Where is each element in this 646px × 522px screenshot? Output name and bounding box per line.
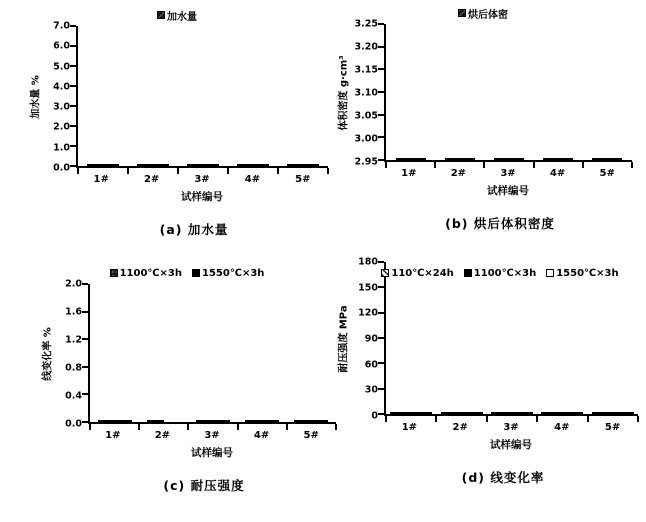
plot-row bbox=[334, 18, 632, 168]
legend bbox=[334, 266, 638, 280]
y-tick-mark bbox=[378, 261, 384, 263]
legend bbox=[38, 266, 336, 280]
bar bbox=[418, 412, 432, 414]
x-tick-mark bbox=[227, 168, 229, 174]
y-tick-mark bbox=[378, 23, 384, 25]
y-tick-mark bbox=[378, 337, 384, 339]
y-tick-label: 1.0 bbox=[53, 141, 70, 153]
x-category-label: 4# bbox=[253, 430, 270, 441]
bar-group bbox=[128, 164, 178, 166]
y-tick-mark bbox=[82, 421, 88, 423]
y-tick-label: 3.10 bbox=[354, 87, 378, 99]
y-tick-mark bbox=[378, 114, 384, 116]
legend-swatch-icon bbox=[110, 269, 118, 277]
bars-layer bbox=[90, 284, 336, 422]
legend-label: 1100℃×3h bbox=[473, 267, 537, 279]
x-category-label: 3# bbox=[500, 168, 516, 179]
x-tick-mark bbox=[533, 162, 535, 168]
x-tick-mark bbox=[483, 162, 485, 168]
x-axis-labels bbox=[76, 174, 328, 185]
x-tick-mark bbox=[587, 416, 589, 422]
legend-item bbox=[381, 268, 453, 279]
x-category-label: 3# bbox=[503, 422, 519, 433]
x-category-label: 2# bbox=[143, 174, 160, 185]
bar bbox=[87, 164, 119, 166]
y-tick-label: 30 bbox=[364, 384, 378, 396]
x-tick-mark bbox=[138, 424, 140, 430]
bar-group bbox=[287, 420, 336, 422]
plot-row bbox=[38, 278, 336, 430]
bar-group bbox=[139, 420, 188, 422]
y-tick-label: 6.0 bbox=[53, 40, 70, 52]
bar bbox=[287, 164, 319, 166]
bar-group bbox=[583, 158, 632, 160]
chart-panel-b bbox=[334, 6, 632, 232]
plot-area bbox=[88, 284, 336, 424]
x-axis-labels bbox=[88, 430, 336, 441]
x-category-label: 3# bbox=[194, 174, 210, 185]
bar-group bbox=[484, 158, 533, 160]
y-tick-label: 60 bbox=[364, 358, 378, 370]
y-axis-label-text: 加水量 % bbox=[30, 75, 42, 119]
x-tick-mark bbox=[582, 162, 584, 168]
y-tick-mark bbox=[70, 125, 76, 127]
bar bbox=[237, 164, 269, 166]
legend-swatch-icon bbox=[464, 269, 472, 277]
bar-group bbox=[386, 158, 435, 160]
x-tick-mark bbox=[89, 424, 91, 430]
bar bbox=[245, 420, 262, 422]
bar-group bbox=[588, 412, 638, 414]
legend-swatch-icon bbox=[458, 9, 466, 17]
x-tick-mark bbox=[385, 162, 387, 168]
y-tick-label: 3.15 bbox=[354, 64, 378, 76]
y-tick-label: 120 bbox=[358, 307, 378, 319]
bar-group bbox=[436, 412, 486, 414]
bar-group bbox=[90, 420, 139, 422]
y-tick-label: 2.0 bbox=[53, 121, 70, 133]
y-tick-mark bbox=[378, 159, 384, 161]
y-tick-mark bbox=[378, 362, 384, 364]
y-tick-mark bbox=[378, 286, 384, 288]
bar bbox=[441, 412, 455, 414]
y-tick-mark bbox=[70, 45, 76, 47]
legend-item bbox=[157, 8, 197, 23]
x-category-label: 1# bbox=[93, 174, 109, 185]
y-tick-mark bbox=[378, 136, 384, 138]
x-tick-mark bbox=[385, 416, 387, 422]
y-tick-label: 0.0 bbox=[65, 418, 82, 430]
y-tick-mark bbox=[70, 85, 76, 87]
x-category-label: 4# bbox=[244, 174, 261, 185]
y-tick-label: 3.20 bbox=[354, 41, 378, 53]
x-tick-mark bbox=[77, 168, 79, 174]
y-tick-mark bbox=[82, 311, 88, 313]
x-category-label: 2# bbox=[154, 430, 171, 441]
x-tick-mark bbox=[277, 168, 279, 174]
bar bbox=[137, 164, 169, 166]
x-axis-title: 试样编号 bbox=[181, 191, 223, 203]
x-category-label: 4# bbox=[549, 168, 566, 179]
y-axis-label-text: 耐压强度 MPa bbox=[338, 305, 350, 373]
x-category-label: 2# bbox=[450, 168, 467, 179]
x-tick-mark bbox=[327, 168, 329, 174]
bar-group bbox=[435, 158, 484, 160]
x-category-label: 5# bbox=[599, 168, 615, 179]
x-category-label: 1# bbox=[105, 430, 121, 441]
y-tick-mark bbox=[378, 91, 384, 93]
y-tick-label: 180 bbox=[358, 256, 378, 268]
bar bbox=[147, 420, 164, 422]
y-tick-label: 90 bbox=[364, 333, 378, 345]
bar bbox=[396, 158, 426, 160]
bar bbox=[213, 420, 230, 422]
bar bbox=[494, 158, 524, 160]
x-category-label: 5# bbox=[303, 430, 319, 441]
x-tick-mark bbox=[486, 416, 488, 422]
bar bbox=[592, 158, 622, 160]
y-tick-label: 4.0 bbox=[53, 81, 70, 93]
bar bbox=[592, 412, 606, 414]
y-tick-mark bbox=[70, 65, 76, 67]
x-axis-title: 试样编号 bbox=[487, 185, 529, 197]
x-category-label: 2# bbox=[452, 422, 468, 433]
y-tick-label: 0 bbox=[371, 410, 378, 422]
bars-layer bbox=[386, 24, 632, 160]
plot-area bbox=[76, 26, 328, 168]
panel-caption: (c) 耐压强度 bbox=[163, 478, 245, 493]
y-tick-mark bbox=[82, 283, 88, 285]
y-axis-label bbox=[26, 26, 42, 168]
bar bbox=[187, 164, 219, 166]
plot-area bbox=[384, 262, 638, 416]
legend-label: 1550℃×3h bbox=[202, 267, 265, 279]
bar bbox=[115, 420, 132, 422]
legend-swatch-icon bbox=[192, 269, 200, 277]
bar-group bbox=[278, 164, 328, 166]
bars-layer bbox=[78, 26, 328, 166]
y-tick-label: 2.95 bbox=[354, 156, 378, 168]
y-tick-label: 7.0 bbox=[53, 20, 70, 32]
bar-group bbox=[386, 412, 436, 414]
bars-layer bbox=[386, 262, 638, 414]
bar-group bbox=[487, 412, 537, 414]
y-tick-mark bbox=[82, 393, 88, 395]
y-tick-label: 2.0 bbox=[65, 278, 82, 290]
x-tick-mark bbox=[187, 424, 189, 430]
bar bbox=[98, 420, 115, 422]
y-tick-label: 3.25 bbox=[354, 18, 378, 30]
x-tick-mark bbox=[127, 168, 129, 174]
y-axis-label bbox=[334, 262, 350, 416]
y-axis-label bbox=[38, 284, 54, 424]
bar-group bbox=[78, 164, 128, 166]
y-tick-mark bbox=[378, 68, 384, 70]
y-axis-label bbox=[334, 24, 350, 162]
panel-caption: (d) 线变化率 bbox=[461, 470, 545, 485]
bar bbox=[445, 158, 475, 160]
x-tick-mark bbox=[536, 416, 538, 422]
y-tick-mark bbox=[378, 46, 384, 48]
chart-panel-c bbox=[38, 266, 336, 494]
panel-caption: (a) 加水量 bbox=[159, 222, 229, 237]
chart-panel-a bbox=[26, 8, 328, 238]
y-tick-label: 0.4 bbox=[65, 390, 82, 402]
bar bbox=[404, 412, 418, 414]
legend-label: 烘后体密 bbox=[468, 9, 508, 21]
legend-item bbox=[110, 268, 182, 279]
y-tick-label: 3.05 bbox=[354, 110, 378, 122]
bar bbox=[555, 412, 569, 414]
bar-group bbox=[178, 164, 228, 166]
y-tick-label: 1.2 bbox=[65, 334, 82, 346]
legend-swatch-icon bbox=[381, 269, 389, 277]
bar bbox=[569, 412, 583, 414]
y-tick-label: 1.6 bbox=[65, 306, 82, 318]
legend-item bbox=[546, 268, 618, 279]
bar bbox=[543, 158, 573, 160]
bar bbox=[196, 420, 213, 422]
y-tick-mark bbox=[378, 312, 384, 314]
y-tick-mark bbox=[378, 388, 384, 390]
y-tick-label: 5.0 bbox=[53, 60, 70, 72]
bar bbox=[311, 420, 328, 422]
plot-area bbox=[384, 24, 632, 162]
x-tick-mark bbox=[631, 162, 633, 168]
x-category-label: 4# bbox=[554, 422, 570, 433]
y-tick-mark bbox=[378, 413, 384, 415]
x-axis-title: 试样编号 bbox=[490, 439, 532, 451]
y-tick-mark bbox=[82, 366, 88, 368]
chart-panel-d bbox=[334, 256, 638, 486]
x-tick-mark bbox=[177, 168, 179, 174]
plot-row bbox=[334, 256, 638, 422]
y-tick-label: 0.8 bbox=[65, 362, 82, 374]
bar bbox=[541, 412, 555, 414]
legend-label: 1100℃×3h bbox=[119, 267, 182, 279]
legend-item bbox=[464, 268, 536, 279]
y-tick-label: 3.0 bbox=[53, 101, 70, 113]
plot-row bbox=[26, 20, 328, 174]
legend-swatch-icon bbox=[546, 269, 554, 277]
bar bbox=[294, 420, 311, 422]
x-axis-labels bbox=[384, 422, 638, 433]
x-axis-title: 试样编号 bbox=[191, 447, 233, 459]
legend bbox=[334, 6, 632, 20]
legend-label: 110℃×24h bbox=[391, 267, 454, 279]
x-tick-mark bbox=[286, 424, 288, 430]
legend bbox=[26, 8, 328, 22]
bar bbox=[469, 412, 483, 414]
x-tick-mark bbox=[237, 424, 239, 430]
panel-caption: (b) 烘后体积密度 bbox=[445, 216, 555, 231]
y-axis-label-text: 体积密度 g·cm³ bbox=[338, 55, 350, 131]
y-axis-ticks bbox=[54, 278, 88, 430]
legend-label: 1550℃×3h bbox=[556, 267, 619, 279]
x-tick-mark bbox=[435, 416, 437, 422]
bar bbox=[491, 412, 505, 414]
bar bbox=[262, 420, 279, 422]
y-tick-mark bbox=[82, 338, 88, 340]
x-category-label: 3# bbox=[204, 430, 220, 441]
y-tick-label: 150 bbox=[358, 281, 378, 293]
x-category-label: 5# bbox=[295, 174, 311, 185]
bar-group bbox=[188, 420, 237, 422]
x-category-label: 1# bbox=[401, 422, 418, 433]
y-tick-label: 3.00 bbox=[354, 133, 378, 145]
bar-group bbox=[534, 158, 583, 160]
y-tick-mark bbox=[70, 105, 76, 107]
x-category-label: 1# bbox=[401, 168, 417, 179]
x-tick-mark bbox=[637, 416, 639, 422]
bar bbox=[606, 412, 620, 414]
x-axis-labels bbox=[384, 168, 632, 179]
bar-group bbox=[238, 420, 287, 422]
legend-label: 加水量 bbox=[167, 11, 197, 23]
legend-item bbox=[458, 6, 508, 21]
bar-group bbox=[228, 164, 278, 166]
legend-item bbox=[192, 268, 264, 279]
x-tick-mark bbox=[434, 162, 436, 168]
y-tick-mark bbox=[70, 165, 76, 167]
y-tick-mark bbox=[70, 25, 76, 27]
y-tick-label: 0.0 bbox=[53, 162, 70, 174]
bar bbox=[620, 412, 634, 414]
bar bbox=[519, 412, 533, 414]
y-tick-mark bbox=[70, 145, 76, 147]
bar bbox=[455, 412, 469, 414]
bar bbox=[505, 412, 519, 414]
bar bbox=[390, 412, 404, 414]
bar-group bbox=[537, 412, 587, 414]
y-axis-ticks bbox=[350, 256, 384, 422]
x-category-label: 5# bbox=[604, 422, 621, 433]
legend-swatch-icon bbox=[157, 11, 165, 19]
y-axis-label-text: 线变化率 % bbox=[42, 327, 54, 381]
